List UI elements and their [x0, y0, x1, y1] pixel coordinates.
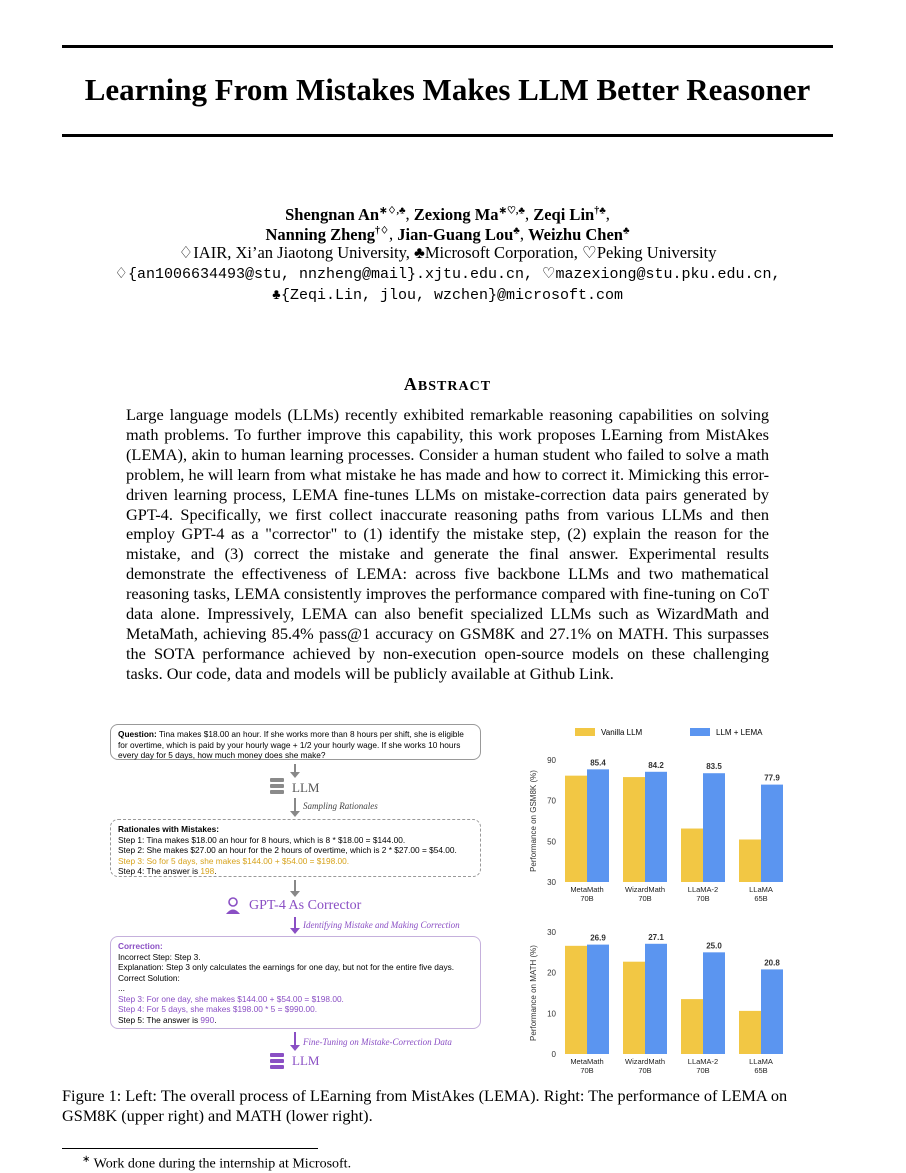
legend-label-1: LLM + LEMA [716, 728, 763, 737]
x-tick-label: WizardMath [624, 885, 666, 894]
emails-line-2: ♣{Zeqi.Lin, jlou, wzchen}@microsoft.com [271, 287, 624, 304]
footnote: ∗ Work done during the internship at Microsoft. [82, 1154, 352, 1172]
bar-vanilla [739, 1011, 761, 1054]
x-tick-label: WizardMath [624, 1057, 666, 1066]
bar-value-label: 77.9 [764, 773, 780, 783]
affiliations: ♢IAIR, Xi’an Jiaotong University, ♣Microsoft Corporation, ♡Peking University [178, 243, 717, 262]
arrowhead-to-rationales [290, 811, 300, 817]
bar-lema [587, 945, 609, 1054]
bar-value-label: 84.2 [648, 760, 664, 770]
x-tick-label: 65B [754, 1066, 768, 1075]
finetuning-label: Fine-Tuning on Mistake-Correction Data [303, 1037, 452, 1047]
x-tick-label: LLaMA-2 [687, 1057, 719, 1066]
bar-vanilla [681, 829, 703, 882]
bar-lema [703, 952, 725, 1054]
author-zheng: Nanning Zheng†♢ [265, 224, 390, 244]
bar-vanilla [681, 999, 703, 1054]
arrowhead-finetuning [290, 1045, 300, 1051]
x-tick-label: 65B [754, 894, 768, 903]
bar-value-label: 83.5 [706, 762, 722, 772]
y-tick-label: 70 [547, 796, 556, 806]
arrowhead-sampling [290, 772, 300, 778]
abstract-heading: ABSTRACT [403, 374, 492, 394]
corrector-person-icon [224, 897, 242, 915]
author-ma: Zexiong Ma∗♡,♣ [413, 204, 525, 224]
llm-label-bottom: LLM [292, 1053, 320, 1068]
x-tick-label: 70B [696, 1066, 710, 1075]
author-chen: Weizhu Chen♣ [528, 224, 630, 244]
arrowhead-identifying [290, 928, 300, 934]
bar-vanilla [565, 946, 587, 1054]
bar-vanilla [623, 777, 645, 882]
author-lou: Jian-Guang Lou♣ [397, 224, 520, 244]
y-tick-label: 20 [547, 968, 556, 978]
bar-lema [703, 773, 725, 882]
arrow-finetuning [294, 1032, 296, 1046]
y-axis-label: Performance on GSM8K (%) [529, 770, 538, 872]
author-lin: Zeqi Lin†♣ [533, 204, 606, 224]
bar-value-label: 20.8 [764, 958, 780, 968]
x-tick-label: LLaMA [749, 885, 773, 894]
author-an: Shengnan An∗♢,♣ [285, 204, 406, 224]
y-tick-label: 10 [547, 1009, 556, 1019]
x-tick-label: 70B [580, 894, 594, 903]
bar-vanilla [739, 840, 761, 882]
footnote-rule [62, 1148, 318, 1149]
figure-caption: Figure 1: Left: The overall process of LEarning from MistAkes (LEMA). Right: The performance of LEMA on GSM8K (upper right) and MATH (lower right). [62, 1086, 788, 1125]
y-tick-label: 30 [547, 928, 556, 937]
bar-lema [761, 785, 783, 882]
identifying-label: Identifying Mistake and Making Correction [303, 920, 460, 930]
bar-value-label: 85.4 [590, 758, 606, 768]
x-tick-label: 70B [638, 1066, 652, 1075]
abstract-body: Large language models (LLMs) recently exhibited remarkable reasoning capabilities on solving math problems. To further improve this capability, this work proposes LEarning from MistAkes (LEMA), akin to human learning processes. Consider a human student who failed to solve a math problem, he will learn from what mistake he has made and how to correct it. Mimicking this error-driven learning process, LEMA fine-tunes LLMs on mistake-correction data pairs generated by GPT-4. Specifically, we first collect inaccurate reasoning paths from various LLMs and then employ GPT-4 as a "corrector" to (1) identify the mistake step, (2) explain the reason for the mistake, and (3) correct the mistake and generate the final answer. Experimental results demonstrate the effectiveness of LEMA: across five backbone LLMs and two mathematical reasoning tasks, LEMA consistently improves the performance compared with fine-tuning on CoT data alone. Impressively, LEMA can also benefit specialized LLMs such as WizardMath and MetaMath, achieving 85.4% pass@1 accuracy on GSM8K and 27.1% on MATH. This surpasses the SOTA performance achieved by non-execution open-source models on these challenging tasks. Our code, data and models will be publicly available at Github Link. [126, 405, 769, 683]
y-tick-label: 50 [547, 837, 556, 847]
bar-value-label: 25.0 [706, 941, 722, 951]
bar-lema [587, 769, 609, 882]
corrector-label: GPT-4 As Corrector [249, 898, 362, 913]
legend-swatch-1 [690, 728, 710, 736]
bar-lema [761, 969, 783, 1054]
arrow-to-rationales [294, 798, 296, 812]
server-icon-bottom [270, 1053, 284, 1069]
x-tick-label: 70B [580, 1066, 594, 1075]
paper-title: Learning From Mistakes Makes LLM Better Reasoner [84, 72, 811, 107]
question-box: Question: Tina makes $18.00 an hour. If she works more than 8 hours per shift, she is eligible for overtime, which is paid by your hourly wage + 1/2 your hourly wage. If she works 10 hours every day for 5 days, how much money does she make? [110, 724, 481, 760]
y-axis-label: Performance on MATH (%) [529, 945, 538, 1041]
x-tick-label: LLaMA [749, 1057, 773, 1066]
bar-vanilla [623, 962, 645, 1054]
bar-lema [645, 772, 667, 882]
x-tick-label: MetaMath [570, 1057, 604, 1066]
bar-value-label: 27.1 [648, 932, 664, 942]
sampling-label: Sampling Rationales [303, 801, 378, 811]
legend-label-0: Vanilla LLM [601, 728, 643, 737]
legend-swatch-0 [575, 728, 595, 736]
x-tick-label: LLaMA-2 [687, 885, 719, 894]
bar-value-label: 26.9 [590, 933, 606, 943]
correction-box: Correction: Incorrect Step: Step 3. Explanation: Step 3 only calculates the earnings for one day, but not for the entire five days. Correct Solution: ... Step 3: For one day, she makes $144.00 + $54.00 = $198.00. Step 4: For 5 days, she makes $198.00 * 5 = $990.00. Step 5: The answer is 990. [110, 936, 481, 1029]
y-tick-label: 0 [551, 1050, 556, 1059]
bar-lema [645, 944, 667, 1054]
bar-vanilla [565, 776, 587, 882]
title-bottom-rule [62, 134, 833, 137]
author-line-1: Shengnan An∗♢,♣, Zexiong Ma∗♡,♣, Zeqi Lin†♣, [285, 204, 610, 224]
llm-label-top: LLM [292, 780, 320, 795]
emails-line-1: ♢{an1006634493@stu, nnzheng@mail}.xjtu.edu.cn, ♡mazexiong@stu.pku.edu.cn, [114, 266, 781, 283]
x-tick-label: MetaMath [570, 885, 604, 894]
rationales-box: Rationales with Mistakes: Step 1: Tina makes $18.00 an hour for 8 hours, which is 8 * $18.00 = $144.00. Step 2: She makes $27.00 an hour for the 2 hours of overtime, which is 2 * $27.00 = $54.00. Step 3: So for 5 days, she makes $144.00 + $54.00 = $198.00. Step 4: The answer is 198. [110, 819, 481, 877]
author-line-2: Nanning Zheng†♢, Jian-Guang Lou♣, Weizhu Chen♣ [265, 224, 630, 244]
arrowhead-to-corrector [290, 891, 300, 897]
x-tick-label: 70B [638, 894, 652, 903]
y-tick-label: 90 [547, 756, 556, 765]
y-tick-label: 30 [547, 878, 556, 887]
x-tick-label: 70B [696, 894, 710, 903]
performance-charts [520, 718, 820, 1078]
server-icon [270, 778, 284, 794]
top-rule [62, 45, 833, 48]
